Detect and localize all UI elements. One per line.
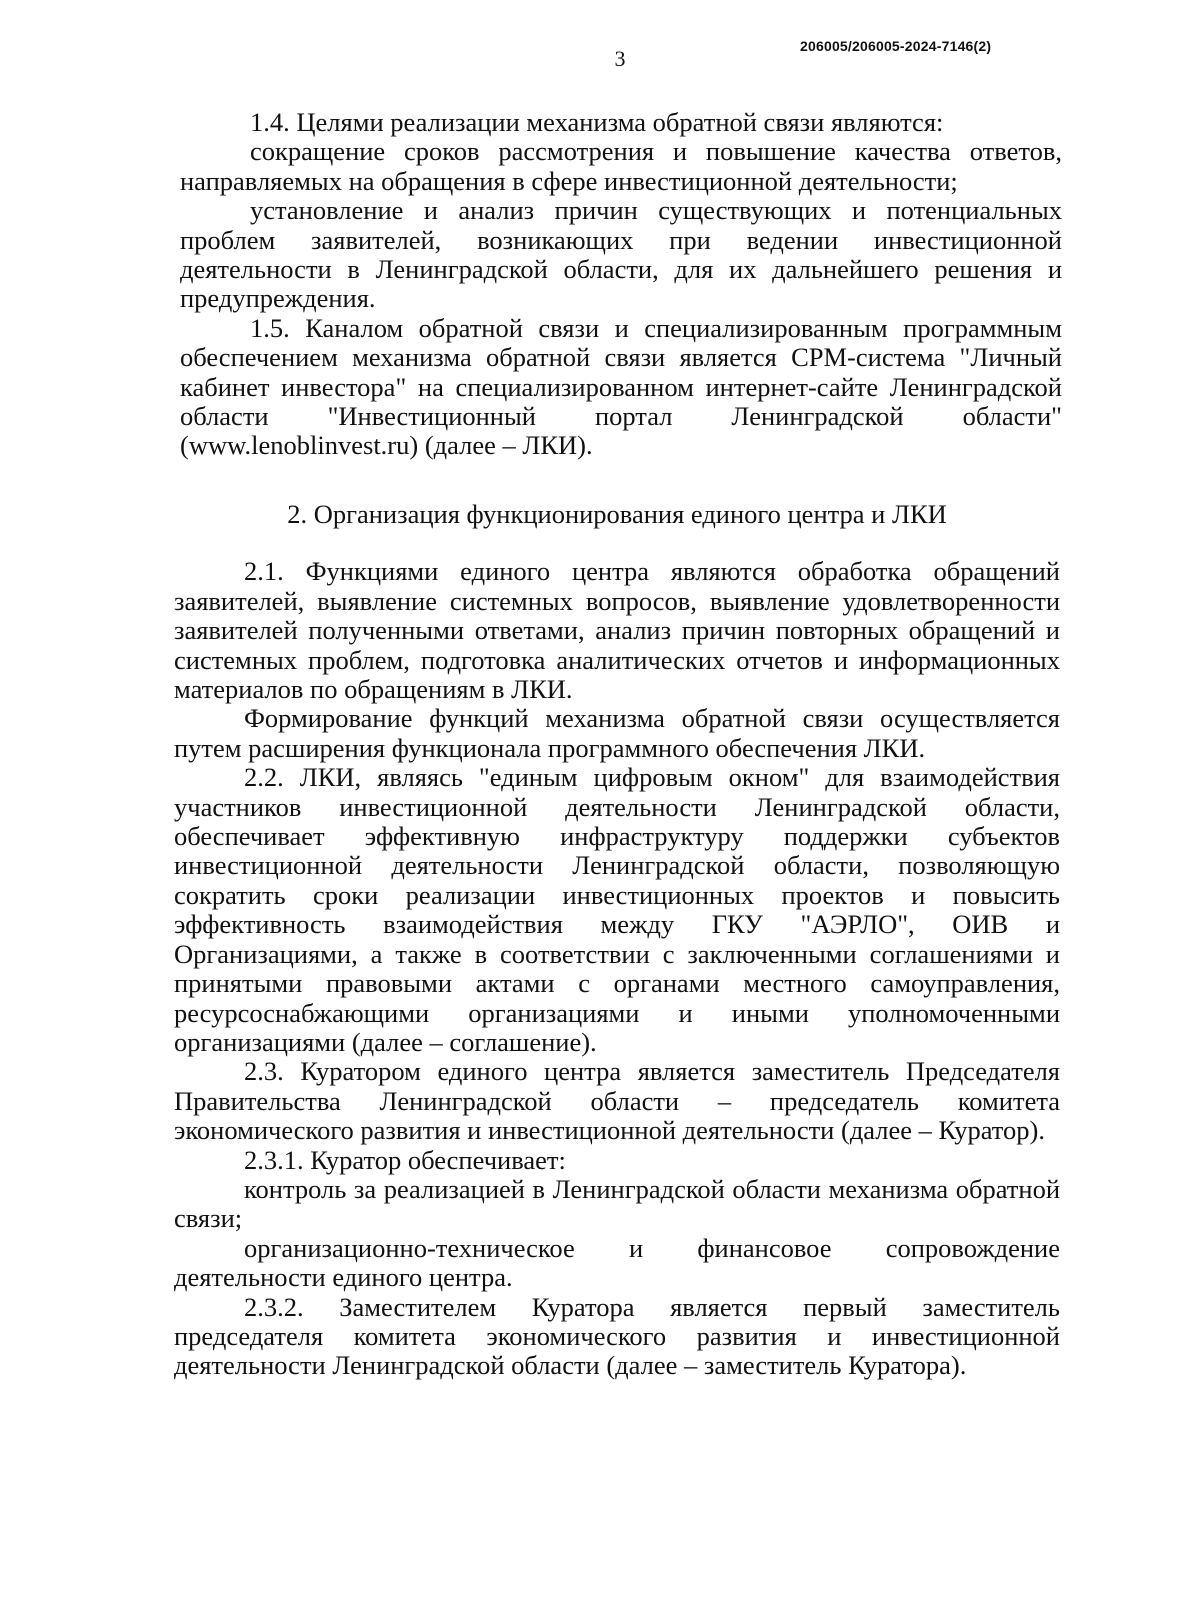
- paragraph-2-3-1: 2.3.1. Куратор обеспечивает:: [244, 1144, 566, 1175]
- paragraph-1-4-goal-2: установление и анализ причин существующих и потенциальных проблем заявителей, возникающих при ведении инвестиционной деятельности в Ленинградской области, для их дальнейшего решения и предупреждения.: [180, 195, 1062, 314]
- paragraph-1-5: 1.5. Каналом обратной связи и специализированным программным обеспечением механизма обратной связи является CPM-система "Личный кабинет инвестора" на специализированном интернет-сайте Ленинградской области "Инвестиционный портал Ленинградской области" (www.lenoblinvest.ru) (далее – ЛКИ).: [180, 312, 1062, 461]
- paragraph-1-4: 1.4. Целями реализации механизма обратной связи являются:: [250, 107, 944, 137]
- page-number: 3: [614, 46, 626, 71]
- document-id: 206005/206005-2024-7146(2): [800, 38, 992, 54]
- paragraph-2-1: 2.1. Функциями единого центра являются обработка обращений заявителей, выявление системных вопросов, выявление удовлетворенности заявителей полученными ответами, анализ причин повторных обращений и системных проблем, подготовка аналитических отчетов и информационных материалов по обращениям в ЛКИ.: [174, 556, 1060, 705]
- paragraph-2-3-1-control: контроль за реализацией в Ленинградской области механизма обратной связи;: [174, 1173, 1060, 1234]
- paragraph-2-3-1-support: организационно-техническое и финансовое сопровождение деятельности единого центра.: [174, 1232, 1060, 1293]
- paragraph-1-4-goal-1: сокращение сроков рассмотрения и повышение качества ответов, направляемых на обращения в сфере инвестиционной деятельности;: [180, 136, 1062, 196]
- section-2-text: [174, 499, 1060, 1381]
- section-2-heading: 2. Организация функционирования единого центра и ЛКИ: [287, 499, 947, 529]
- paragraph-2-3: 2.3. Куратором единого центра является заместитель Председателя Правительства Ленинградской области – председатель комитета экономического развития и инвестиционной деятельности (далее – Куратор).: [174, 1056, 1060, 1146]
- paragraph-2-2: 2.2. ЛКИ, являясь "единым цифровым окном" для взаимодействия участников инвестиционной деятельности Ленинградской области, обеспечивает эффективную инфраструктуру поддержки субъектов инвестиционной деятельности Ленинградской области, позволяющую сократить сроки реализации инвестиционных проектов и повысить эффективность взаимодействия между ГКУ "АЭРЛО", ОИВ и Организациями, а также в соответствии с заключенными соглашениями и принятыми правовыми актами с органами местного самоуправления, ресурсоснабжающими организациями и иными уполномоченными организациями (далее – соглашение).: [174, 762, 1060, 1057]
- section-1-text: [180, 108, 1062, 461]
- paragraph-2-3-2: 2.3.2. Заместителем Куратора является первый заместитель председателя комитета экономического развития и инвестиционной деятельности Ленинградской области (далее – заместитель Куратора).: [174, 1291, 1060, 1381]
- paragraph-2-1-formation: Формирование функций механизма обратной связи осуществляется путем расширения функционала программного обеспечения ЛКИ.: [174, 703, 1060, 763]
